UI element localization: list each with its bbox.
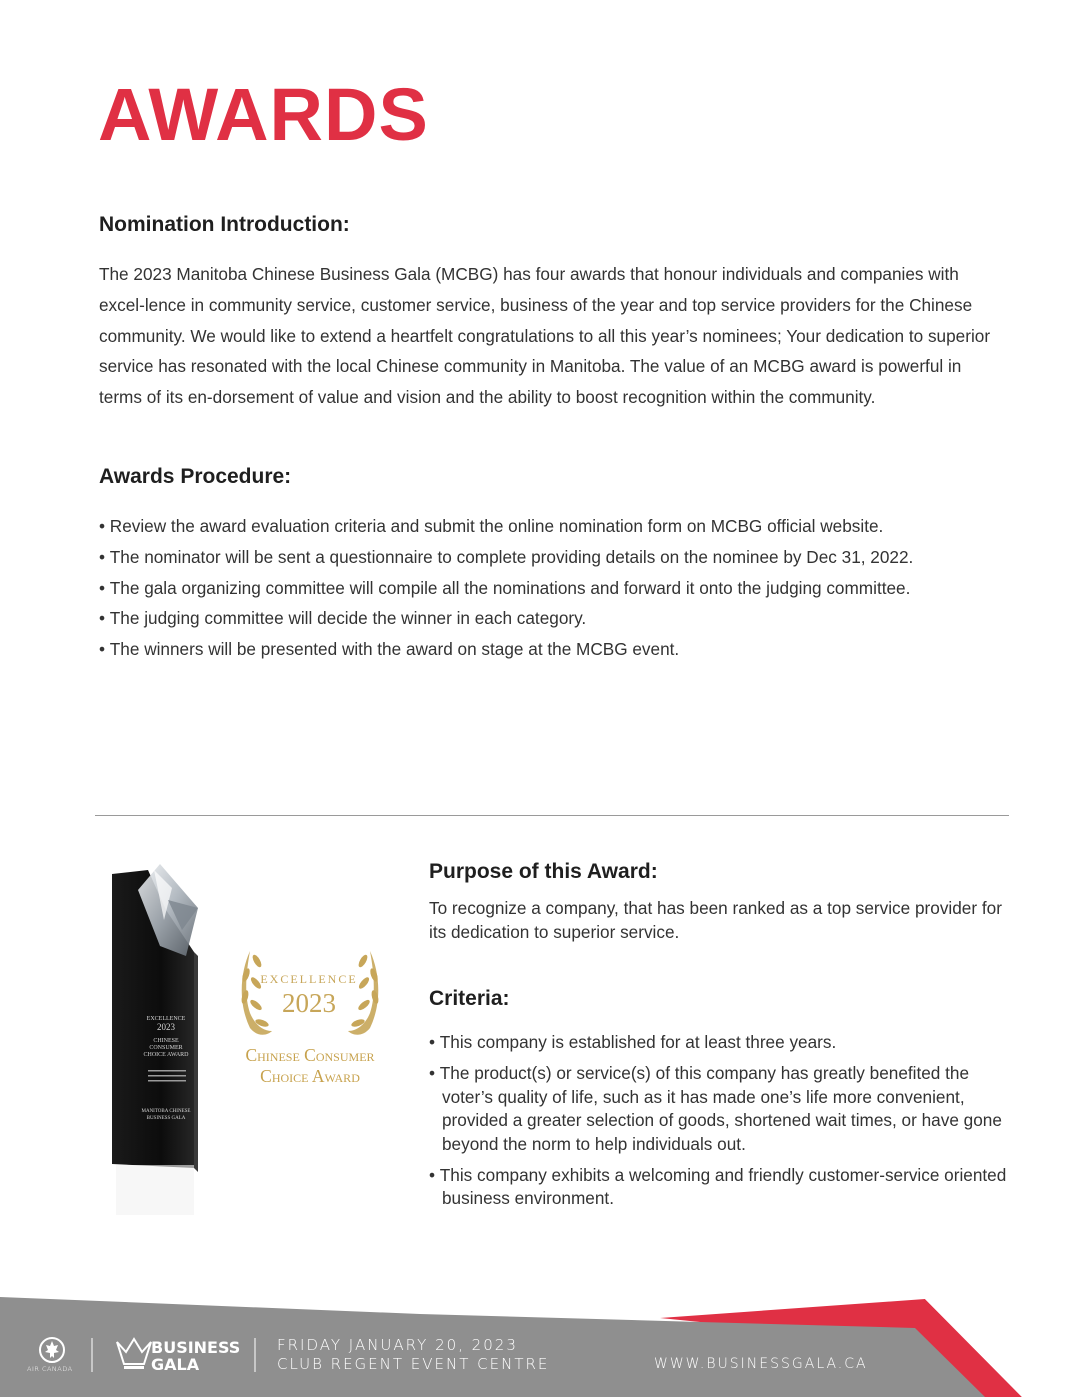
air-canada-logo-icon <box>36 1336 68 1364</box>
svg-text:CHINESE: CHINESE <box>153 1038 179 1044</box>
page-title: AWARDS <box>98 73 429 156</box>
list-item: • The nominator will be sent a questionnaire to complete providing details on the nominee by Dec 31, 2022. <box>99 542 1009 573</box>
list-item: • Review the award evaluation criteria and submit the online nomination form on MCBG official website. <box>99 511 1009 542</box>
award-name-line-1: Chinese Consumer <box>245 1045 375 1065</box>
svg-text:CHOICE AWARD: CHOICE AWARD <box>143 1052 189 1058</box>
procedure-list <box>99 511 1009 665</box>
svg-text:CONSUMER: CONSUMER <box>149 1045 183 1051</box>
criteria-heading: Criteria: <box>429 987 510 1010</box>
footer-logo-line-2: GALA <box>151 1355 200 1374</box>
purpose-paragraph: To recognize a company, that has been ranked as a top service provider for its dedication to superior service. <box>429 898 1002 942</box>
intro-heading: Nomination Introduction: <box>99 213 350 236</box>
svg-text:MANITOBA CHINESE: MANITOBA CHINESE <box>141 1109 191 1114</box>
svg-text:2023: 2023 <box>157 1022 175 1032</box>
emblem-year: 2023 <box>282 988 336 1018</box>
intro-paragraph: The 2023 Manitoba Chinese Business Gala (MCBG) has four awards that honour individuals and companies with excel-lence in community service, customer service, business of the year and top service providers for the Chinese community. We would like to extend a heartfelt congratulations to all this year’s nominees; Your dedication to superior service has resonated with the local Chinese community in Manitoba. The value of an MCBG award is powerful in terms of its en-dorsement of value and vision and the ability to boost recognition within the community. <box>99 264 991 408</box>
svg-text:BUSINESS GALA: BUSINESS GALA <box>146 1116 186 1121</box>
list-item: • This company is established for at least three years. <box>429 1031 1009 1055</box>
list-item: • The judging committee will decide the winner in each category. <box>99 603 1009 634</box>
award-name-line-2: Choice Award <box>260 1066 360 1086</box>
list-item: • The gala organizing committee will compile all the nominations and forward it onto the judging committee. <box>99 573 1009 604</box>
list-item: • The winners will be presented with the award on stage at the MCBG event. <box>99 634 1009 665</box>
footer-logo-line-1: BUSINESS <box>151 1338 241 1357</box>
trophy-image <box>108 860 208 1220</box>
svg-text:EXCELLENCE: EXCELLENCE <box>146 1016 186 1022</box>
footer-venue: CLUB REGENT EVENT CENTRE <box>277 1355 550 1373</box>
purpose-heading: Purpose of this Award: <box>429 860 658 883</box>
emblem-label: EXCELLENCE <box>260 972 358 986</box>
footer-website: WWW.BUSINESSGALA.CA <box>654 1356 868 1372</box>
footer-sponsor: AIR CANADA <box>27 1365 73 1373</box>
footer-date: FRIDAY JANUARY 20, 2023 <box>277 1336 518 1354</box>
footer-logo <box>151 1339 240 1373</box>
list-item: • This company exhibits a welcoming and friendly customer-service oriented business environment. <box>429 1164 1009 1211</box>
crown-icon <box>114 1336 154 1372</box>
criteria-list <box>429 1031 1009 1218</box>
section-divider <box>95 815 1009 816</box>
award-name <box>206 1045 414 1087</box>
list-item: • The product(s) or service(s) of this company has greatly benefited the voter’s quality of life, such as it has made one’s life more convenient, provided a greater selection of goods, shortened wait times, or have gone beyond the norm to help individuals out. <box>429 1062 1009 1156</box>
procedure-heading: Awards Procedure: <box>99 465 292 488</box>
